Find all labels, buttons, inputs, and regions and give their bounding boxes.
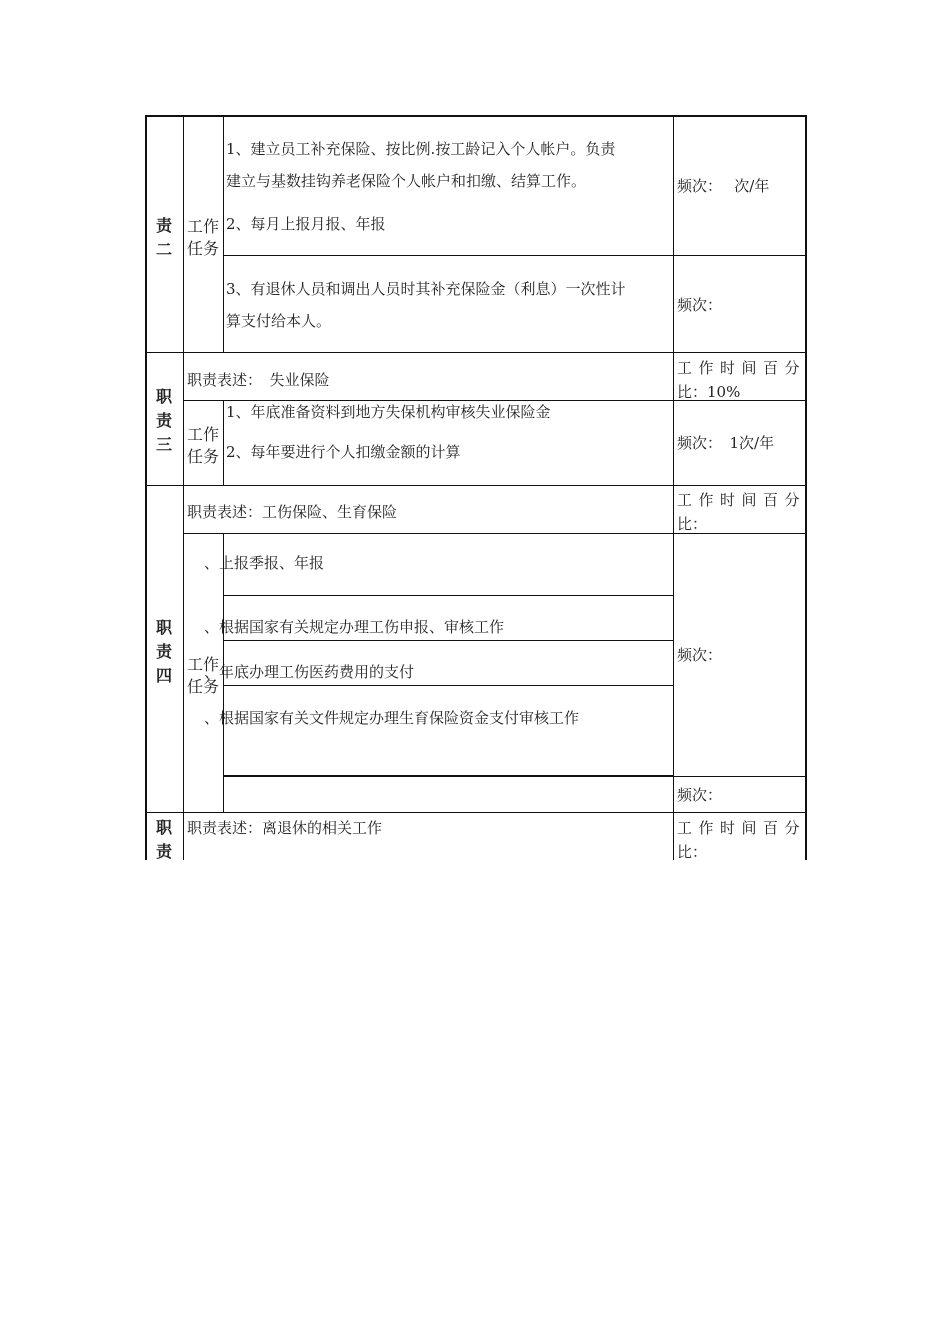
section4-task-label: 工作 任务 — [187, 655, 220, 696]
s2-task1-line2: 建立与基数挂钩养老保险个人帐户和扣缴、结算工作。 — [226, 172, 587, 190]
s4-freq1: 频次： — [677, 646, 723, 664]
s4-task-line-4 — [223, 775, 673, 777]
s4-task-line-3 — [223, 685, 673, 686]
s4-freq2: 频次： — [677, 786, 723, 804]
freq-column-divider — [673, 115, 674, 860]
s2-task2: 2、每月上报月报、年报 — [226, 215, 386, 233]
s5-percent-line1: 工作时间百分 — [677, 819, 807, 837]
s3-s4-divider — [145, 485, 807, 486]
s2-task1-line1: 1、建立员工补充保险、按比例.按工龄记入个人帐户。负责 — [226, 140, 616, 158]
task-label-divider-s3 — [223, 400, 224, 485]
section3-label: 职 责 三 — [155, 387, 172, 454]
s4-task2: 、根据国家有关规定办理工伤申报、审核工作 — [204, 618, 505, 636]
section4-label: 职 责 四 — [155, 618, 172, 685]
s3-percent-line1: 工作时间百分 — [677, 359, 807, 377]
section3-task-label: 工作 任务 — [187, 425, 220, 466]
s2-freq2: 频次： — [677, 296, 723, 314]
task-label-divider-s2 — [223, 115, 224, 352]
s4-percent-line1: 工作时间百分 — [677, 491, 807, 509]
s3-task2: 2、每年要进行个人扣缴金额的计算 — [226, 443, 461, 461]
label-column-divider — [183, 115, 184, 860]
table-top-border — [145, 115, 807, 117]
table-right-border — [805, 115, 807, 860]
s3-freq: 频次： 1次/年 — [677, 434, 775, 452]
section2-task-label: 工作 任务 — [187, 217, 220, 258]
s2-freq-divider — [223, 255, 806, 256]
s4-s5-divider — [145, 812, 807, 813]
s4-task-line-2 — [223, 640, 673, 641]
s4-task3: 、年底办理工伤医药费用的支付 — [204, 663, 415, 681]
s4-task1: 、上报季报、年报 — [204, 554, 325, 572]
s2-s3-divider — [145, 352, 807, 353]
s3-percent-line2: 比：10% — [677, 383, 741, 401]
s4-desc-divider — [183, 533, 807, 534]
section2-label: 责 二 — [155, 216, 172, 259]
s3-description: 职责表述： 失业保险 — [187, 371, 330, 389]
section5-label: 职 责 — [155, 818, 172, 861]
s3-task1: 1、年底准备资料到地方失保机构审核失业保险金 — [226, 403, 551, 421]
s4-task-line-1 — [223, 595, 673, 596]
s4-percent-line2: 比： — [677, 515, 708, 533]
s4-description: 职责表述：工伤保险、生育保险 — [187, 503, 398, 521]
s5-description: 职责表述：离退休的相关工作 — [187, 819, 383, 837]
s4-freq-divider — [673, 776, 806, 777]
s5-percent-line2: 比： — [677, 843, 708, 861]
s2-freq1: 频次： 次/年 — [677, 177, 770, 195]
s4-task4: 、根据国家有关文件规定办理生育保险资金支付审核工作 — [204, 709, 580, 727]
s2-task3-line1: 3、有退休人员和调出人员时其补充保险金（利息）一次性计 — [226, 280, 626, 298]
s2-task3-line2: 算支付给本人。 — [226, 312, 332, 330]
